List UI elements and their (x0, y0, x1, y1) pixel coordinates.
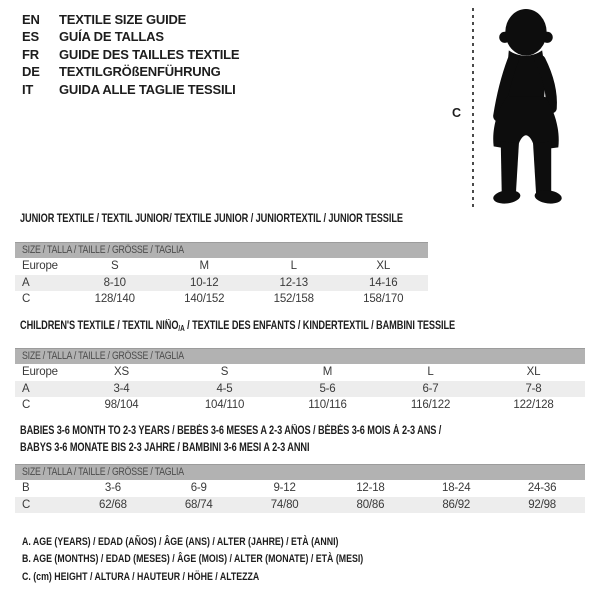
age-cell: 10-12 (190, 276, 219, 289)
size-cell: S (220, 366, 229, 379)
row-label: C (22, 293, 31, 306)
age-cell: 7-8 (525, 382, 542, 395)
junior-size-table (15, 242, 428, 308)
height-cell: 86/92 (442, 498, 471, 511)
table-row (15, 480, 585, 497)
baby-silhouette (481, 6, 575, 210)
height-measure-dotted-line (472, 8, 474, 210)
height-cell: 110/116 (308, 399, 347, 412)
size-cell: XL (526, 366, 541, 379)
table-row (15, 291, 428, 308)
babies-title-line2: BABYS 3-6 MONATE BIS 2-3 JAHRE / BAMBINI 3-6 MESI A 2-3 ANNI (20, 442, 310, 454)
table-row (15, 258, 428, 275)
size-cell: S (111, 260, 119, 273)
table-row (15, 397, 585, 414)
size-header-label: SIZE / TALLA / TAILLE / GRÖSSE / TAGLIA (22, 244, 184, 256)
height-cell: 98/104 (104, 399, 139, 412)
language-code: DE (22, 64, 40, 80)
height-cell: 128/140 (94, 293, 135, 306)
language-row-it (22, 81, 239, 98)
table-row (15, 381, 585, 398)
size-header-row (15, 242, 428, 258)
babies-title-line1: BABIES 3-6 MONTH TO 2-3 YEARS / BEBÉS 3-6 MESES A 2-3 AÑOS / BÉBÉS 3-6 MOIS À 2-3 ANS / (20, 425, 442, 437)
children-table-title (20, 318, 564, 337)
height-cell: 74/80 (270, 498, 299, 511)
age-cell: 4-5 (216, 382, 233, 395)
row-label: A (22, 276, 30, 289)
title-part: CHILDREN'S TEXTILE / TEXTIL NIÑO (20, 320, 179, 332)
junior-table-title-text: JUNIOR TEXTILE / TEXTIL JUNIOR/ TEXTILE JUNIOR / JUNIORTEXTIL / JUNIOR TESSILE (20, 213, 403, 225)
language-row-en (22, 11, 239, 28)
language-code: ES (22, 29, 39, 45)
height-cell: 158/170 (363, 293, 404, 306)
age-cell: 14-16 (369, 276, 398, 289)
row-label: C (22, 498, 31, 511)
language-label: GUIDA ALLE TAGLIE TESSILI (59, 81, 236, 97)
language-label: TEXTILGRÖßENFÜHRUNG (59, 64, 221, 80)
age-cell: 18-24 (442, 482, 471, 495)
height-cell: 116/122 (410, 399, 451, 412)
height-cell: 62/68 (99, 498, 127, 511)
footnote-c: C. (cm) HEIGHT / ALTURA / HAUTEUR / HÖHE / ALTEZZA (22, 570, 260, 583)
size-cell: L (290, 260, 297, 273)
children-table-title-text (20, 318, 455, 337)
size-header-label: SIZE / TALLA / TAILLE / GRÖSSE / TAGLIA (22, 466, 184, 478)
language-row-fr (22, 46, 239, 63)
language-code: EN (22, 12, 40, 27)
table-row (15, 275, 428, 292)
title-part: / TEXTILE DES ENFANTS / KINDERTEXTIL / BAMBINI TESSILE (184, 320, 456, 332)
age-cell: 9-12 (273, 482, 296, 495)
age-cell: 12-13 (279, 276, 308, 289)
language-label: GUÍA DE TALLAS (59, 29, 164, 45)
size-cell: XL (376, 260, 391, 273)
size-header-label: SIZE / TALLA / TAILLE / GRÖSSE / TAGLIA (22, 350, 184, 362)
age-cell: 12-18 (356, 482, 385, 495)
table-row (15, 364, 585, 381)
size-cell: L (427, 366, 434, 379)
size-header-row (15, 464, 585, 480)
title-subscript: /A (178, 324, 185, 333)
language-row-de (22, 63, 239, 80)
footnote-a: A. AGE (YEARS) / EDAD (AÑOS) / ÂGE (ANS) / ALTER (JAHRE) / ETÀ (ANNI) (22, 536, 339, 548)
row-label: Europe (22, 260, 58, 273)
height-cell: 92/98 (528, 498, 556, 511)
age-cell: 6-7 (422, 382, 439, 395)
language-code: IT (22, 81, 34, 97)
height-cell: 140/152 (184, 293, 225, 306)
language-row-es (22, 28, 239, 45)
babies-size-table (15, 464, 585, 513)
size-cell: XS (114, 366, 129, 379)
row-label: B (22, 482, 30, 495)
height-cell: 68/74 (184, 498, 213, 511)
height-cell: 122/128 (513, 399, 554, 412)
size-cell: M (199, 260, 209, 273)
language-label: TEXTILE SIZE GUIDE (59, 12, 187, 27)
row-label: C (22, 399, 31, 412)
height-cell: 80/86 (356, 498, 385, 511)
language-list (22, 11, 239, 98)
age-cell: 8-10 (103, 276, 126, 289)
legend-footnotes (22, 534, 449, 586)
size-cell: M (322, 366, 333, 379)
row-label: A (22, 382, 30, 395)
age-cell: 3-6 (104, 482, 121, 495)
age-cell: 6-9 (190, 482, 207, 495)
age-cell: 3-4 (113, 382, 130, 395)
babies-table-title (20, 423, 547, 457)
size-header-row (15, 348, 585, 364)
table-row (15, 497, 585, 514)
row-label: Europe (22, 366, 58, 379)
age-cell: 24-36 (527, 482, 557, 495)
footnote-b: B. AGE (MONTHS) / EDAD (MESES) / ÂGE (MOIS) / ALTER (MONATE) / ETÀ (MESI) (22, 553, 364, 566)
height-cell: 104/110 (204, 399, 245, 412)
language-label: GUIDE DES TAILLES TEXTILE (59, 46, 240, 62)
language-code: FR (22, 46, 39, 62)
height-measure-label: C (452, 106, 462, 120)
children-size-table (15, 348, 585, 414)
height-cell: 152/158 (273, 293, 314, 306)
junior-table-title (20, 211, 499, 228)
age-cell: 5-6 (319, 382, 336, 395)
